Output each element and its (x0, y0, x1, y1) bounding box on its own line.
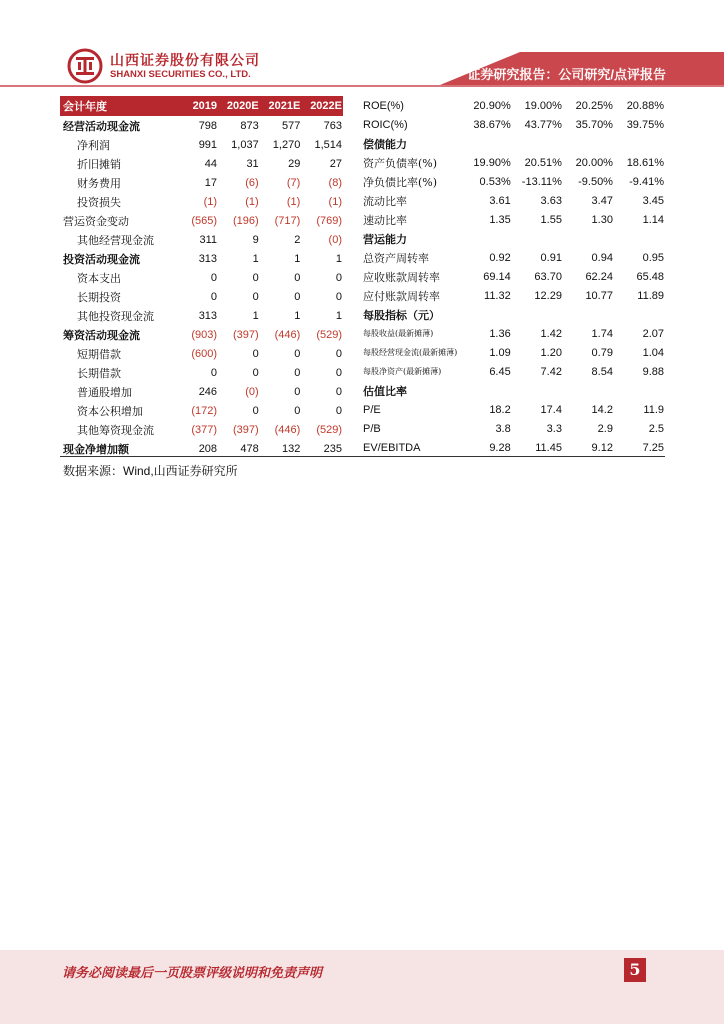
cell-value: 9.88 (642, 365, 664, 378)
row-label: 速动比率 (363, 213, 407, 227)
cell-value: (529) (316, 423, 342, 436)
cell-value: (1) (328, 195, 342, 208)
row-label: 经营活动现金流 (60, 116, 178, 136)
cell-value: 1.09 (489, 346, 511, 359)
cell-value (461, 134, 512, 153)
cell-value: 63.70 (534, 270, 562, 283)
cell-value: 311 (199, 233, 218, 246)
cell-value: 3.8 (495, 422, 511, 435)
cell-value (614, 134, 665, 153)
cell-value (614, 229, 665, 248)
cell-value: (377) (191, 423, 218, 436)
cell-value: 2.07 (642, 327, 664, 340)
table-row (360, 153, 665, 172)
row-label: 长期借款 (77, 366, 121, 380)
row-label: P/B (363, 422, 381, 435)
cell-value (563, 381, 614, 400)
cell-value: 19.90% (473, 156, 511, 169)
company-name-en: SHANXI SECURITIES CO., LTD. (110, 69, 251, 80)
row-label: 净负债比率(%) (363, 175, 438, 189)
table-row (360, 324, 665, 343)
cell-value: (0) (245, 385, 259, 398)
cell-value: 1 (294, 309, 301, 322)
row-label: 估值比率 (363, 384, 407, 398)
row-label: P/E (363, 403, 381, 416)
row-label: 资本支出 (77, 271, 121, 285)
cell-value: 20.90% (473, 99, 511, 112)
cell-value: 43.77% (524, 118, 562, 131)
table-row (60, 192, 343, 211)
data-source: 数据来源：Wind,山西证券研究所 (63, 464, 238, 478)
cell-value: 35.70% (575, 118, 613, 131)
cell-value: 20.00% (575, 156, 613, 169)
table-row (360, 343, 665, 362)
table-row (360, 115, 665, 134)
cell-value (563, 229, 614, 248)
table-row (60, 287, 343, 306)
row-label: EV/EBITDA (363, 441, 421, 454)
cell-value: 12.29 (534, 289, 562, 302)
row-label: 偿债能力 (363, 137, 407, 151)
cell-value: 1.42 (540, 327, 562, 340)
table-row (60, 382, 343, 401)
cell-value: 991 (198, 138, 218, 151)
column-header: 2019 (178, 96, 218, 116)
table-row (360, 172, 665, 191)
cell-value: 11.9 (643, 403, 664, 416)
table-row (60, 116, 343, 136)
cell-value: (903) (191, 328, 218, 341)
cell-value (461, 305, 512, 324)
table-row (60, 420, 343, 439)
row-label: 投资损失 (77, 195, 121, 209)
cell-value (512, 305, 563, 324)
cell-value: 0 (294, 385, 301, 398)
cell-value: 0 (294, 404, 301, 417)
cell-value: (717) (274, 214, 301, 227)
row-label: 其他经营现金流 (77, 233, 154, 247)
row-label: 每股指标（元） (363, 308, 440, 322)
cell-value: 3.61 (489, 194, 511, 207)
cell-value: 1,037 (231, 138, 259, 151)
table-row (360, 419, 665, 438)
cell-value: 11.45 (535, 441, 562, 454)
cell-value: 246 (198, 385, 218, 398)
row-label: 总资产周转率 (363, 251, 429, 265)
table-row (60, 173, 343, 192)
cell-value: 3.3 (546, 422, 562, 435)
row-label: ROE(%) (363, 99, 404, 112)
table-row (360, 400, 665, 419)
cell-value: (0) (328, 233, 342, 246)
cell-value: 3.45 (642, 194, 664, 207)
cell-value: 27 (329, 157, 342, 170)
table-row (60, 344, 343, 363)
cell-value: (1) (286, 195, 301, 208)
cell-value: 31 (246, 157, 259, 170)
row-label: 资本公积增加 (77, 404, 143, 418)
cell-value: 577 (260, 116, 302, 136)
table-row (60, 306, 343, 325)
table-row (360, 267, 665, 286)
table-row (360, 229, 665, 248)
cell-value: 1.30 (591, 213, 613, 226)
cell-value: 11.32 (484, 289, 511, 302)
cell-value: 3.63 (540, 194, 562, 207)
row-label: ROIC(%) (363, 118, 408, 131)
row-label: 其他投资现金流 (77, 309, 154, 323)
cell-value: 0 (210, 271, 218, 284)
table-row (60, 401, 343, 420)
row-label: 现金净增加额 (63, 442, 129, 456)
cell-value: (446) (274, 328, 301, 341)
table-row (60, 249, 343, 268)
cashflow-table (60, 96, 343, 458)
cell-value: 1,270 (272, 138, 301, 151)
cell-value (563, 305, 614, 324)
cell-value: 208 (198, 442, 218, 455)
cell-value: (529) (316, 328, 342, 341)
cell-value: 0 (210, 366, 218, 379)
cell-value: -9.41% (629, 175, 664, 188)
cell-value: 0 (294, 347, 301, 360)
cell-value (614, 381, 665, 400)
cell-value: 0 (335, 290, 342, 303)
cell-value: 7.25 (642, 441, 664, 454)
cell-value: (397) (233, 328, 259, 341)
table-bottom-rule (60, 456, 665, 457)
cell-value: 1 (252, 252, 259, 265)
cell-value: 9 (252, 233, 259, 246)
header-band (0, 0, 724, 100)
cell-value: 235 (323, 442, 342, 455)
ratio-table (360, 96, 665, 457)
cell-value: (8) (328, 176, 342, 189)
cell-value: 1.74 (591, 327, 613, 340)
row-label: 应收账款周转率 (363, 270, 440, 284)
cell-value: 9.12 (591, 441, 613, 454)
cell-value: 0 (335, 366, 342, 379)
row-label: 每股收益(最新摊薄) (363, 329, 434, 338)
company-logo-icon (67, 48, 103, 84)
cell-value: (600) (191, 347, 218, 360)
cell-value: 1.35 (489, 213, 511, 226)
cell-value: (6) (245, 176, 259, 189)
table-row (360, 248, 665, 267)
table-row (60, 325, 343, 344)
row-label: 净利润 (77, 138, 110, 152)
table-row (360, 286, 665, 305)
table-row (360, 438, 665, 457)
cell-value: 1 (294, 252, 301, 265)
cell-value: 0 (252, 271, 259, 284)
table-row (360, 134, 665, 153)
cell-value: 0 (252, 404, 259, 417)
cell-value: 0 (294, 366, 301, 379)
cell-value: 18.61% (626, 156, 664, 169)
cell-value: 20.51% (524, 156, 562, 169)
cashflow-header-row (60, 96, 343, 116)
page-number: 5 (624, 958, 646, 982)
cell-value: 1 (252, 309, 259, 322)
cell-value (563, 134, 614, 153)
table-row (60, 363, 343, 382)
cell-value: 2.9 (597, 422, 613, 435)
cell-value: 8.54 (591, 365, 613, 378)
cell-value: 38.67% (473, 118, 511, 131)
row-label: 流动比率 (363, 194, 407, 208)
row-label: 应付账款周转率 (363, 289, 440, 303)
table-row (360, 191, 665, 210)
cell-value: 0.79 (591, 346, 613, 359)
cell-value: (565) (191, 214, 218, 227)
cell-value: 10.77 (585, 289, 613, 302)
company-name-cn: 山西证券股份有限公司 (110, 52, 260, 68)
cell-value: 0.91 (540, 251, 562, 264)
cell-value: 1.04 (642, 346, 664, 359)
disclaimer-text: 请务必阅读最后一页股票评级说明和免责声明 (62, 966, 323, 981)
cell-value: 3.47 (591, 194, 613, 207)
table-row (360, 381, 665, 400)
cell-value: 14.2 (591, 403, 613, 416)
column-header: 2022E (301, 96, 343, 116)
cell-value: 1.55 (540, 213, 562, 226)
cell-value: 0.95 (642, 251, 664, 264)
row-label: 折旧摊销 (77, 157, 121, 171)
row-label: 普通股增加 (77, 385, 132, 399)
report-type: 证券研究报告：公司研究/点评报告 (467, 67, 666, 82)
cell-value (512, 381, 563, 400)
table-row (360, 96, 665, 115)
column-header: 会计年度 (60, 96, 178, 116)
cell-value: (769) (316, 214, 342, 227)
column-header: 2021E (260, 96, 302, 116)
cell-value: 0 (335, 404, 342, 417)
cell-value: 1 (335, 252, 342, 265)
cell-value (461, 229, 512, 248)
cell-value: (446) (274, 423, 301, 436)
row-label: 资产负债率(%) (363, 156, 438, 170)
row-label: 营运能力 (363, 232, 407, 246)
cell-value: 0 (252, 366, 259, 379)
table-row (360, 362, 665, 381)
row-label: 每股经营现金流(最新摊薄) (363, 348, 458, 357)
cell-value: 17.4 (540, 403, 562, 416)
cell-value: 798 (178, 116, 218, 136)
table-row (60, 154, 343, 173)
cell-value: 44 (204, 157, 218, 170)
cell-value: 132 (281, 442, 301, 455)
cell-value: 0 (294, 290, 301, 303)
cell-value: -9.50% (578, 175, 613, 188)
table-row (60, 135, 343, 154)
cell-value: 0.53% (479, 175, 511, 188)
cell-value: 313 (198, 252, 218, 265)
cell-value: 39.75% (626, 118, 664, 131)
cell-value: (172) (191, 404, 218, 417)
cell-value: 0 (294, 271, 301, 284)
cell-value: 0 (252, 347, 259, 360)
cell-value: 29 (288, 157, 301, 170)
row-label: 筹资活动现金流 (63, 328, 140, 342)
cell-value: 313 (198, 309, 218, 322)
cell-value: 0.94 (591, 251, 613, 264)
cell-value: 62.24 (585, 270, 613, 283)
cell-value: 9.28 (489, 441, 511, 454)
cell-value (614, 305, 665, 324)
cell-value: 2.5 (648, 422, 664, 435)
ratio-body (360, 96, 665, 457)
cell-value: (1) (203, 195, 218, 208)
cell-value: 1.36 (489, 327, 511, 340)
cell-value: 6.45 (489, 365, 511, 378)
column-header: 2020E (218, 96, 260, 116)
cell-value: 478 (240, 442, 259, 455)
cell-value: 1.14 (642, 213, 664, 226)
cell-value: 20.25% (575, 99, 613, 112)
cell-value: 17 (204, 176, 218, 189)
row-label: 其他筹资现金流 (77, 423, 154, 437)
cell-value: (1) (245, 195, 259, 208)
row-label: 每股净资产(最新摊薄) (363, 367, 442, 376)
cell-value: 0 (210, 290, 218, 303)
cell-value: 0 (335, 385, 342, 398)
table-row (360, 210, 665, 229)
cell-value (512, 134, 563, 153)
cell-value: 0 (252, 290, 259, 303)
cell-value: 19.00% (524, 99, 562, 112)
cell-value: 873 (218, 116, 260, 136)
row-label: 长期投资 (77, 290, 121, 304)
cell-value: 69.14 (483, 270, 511, 283)
cell-value: 2 (294, 233, 301, 246)
cell-value: (196) (233, 214, 259, 227)
cell-value: 65.48 (636, 270, 664, 283)
cell-value: 763 (301, 116, 343, 136)
cell-value: (397) (233, 423, 259, 436)
row-label: 营运资金变动 (63, 214, 129, 228)
cell-value (461, 381, 512, 400)
cell-value: 0 (335, 347, 342, 360)
row-label: 短期借款 (77, 347, 121, 361)
table-row (60, 230, 343, 249)
cashflow-body (60, 116, 343, 459)
cell-value: -13.11% (521, 175, 562, 188)
cell-value (512, 229, 563, 248)
cell-value: 0.92 (489, 251, 511, 264)
cell-value: 18.2 (489, 403, 511, 416)
table-row (60, 211, 343, 230)
cell-value: 7.42 (540, 365, 562, 378)
cell-value: 1,514 (314, 138, 342, 151)
cell-value: 0 (335, 271, 342, 284)
cell-value: 11.89 (637, 289, 664, 302)
cell-value: 20.88% (626, 99, 664, 112)
cell-value: (7) (286, 176, 301, 189)
cell-value: 1 (335, 309, 342, 322)
row-label: 投资活动现金流 (63, 252, 140, 266)
row-label: 财务费用 (77, 176, 121, 190)
table-row (60, 268, 343, 287)
table-row (360, 305, 665, 324)
page-header (0, 0, 724, 100)
cell-value: 1.20 (540, 346, 562, 359)
